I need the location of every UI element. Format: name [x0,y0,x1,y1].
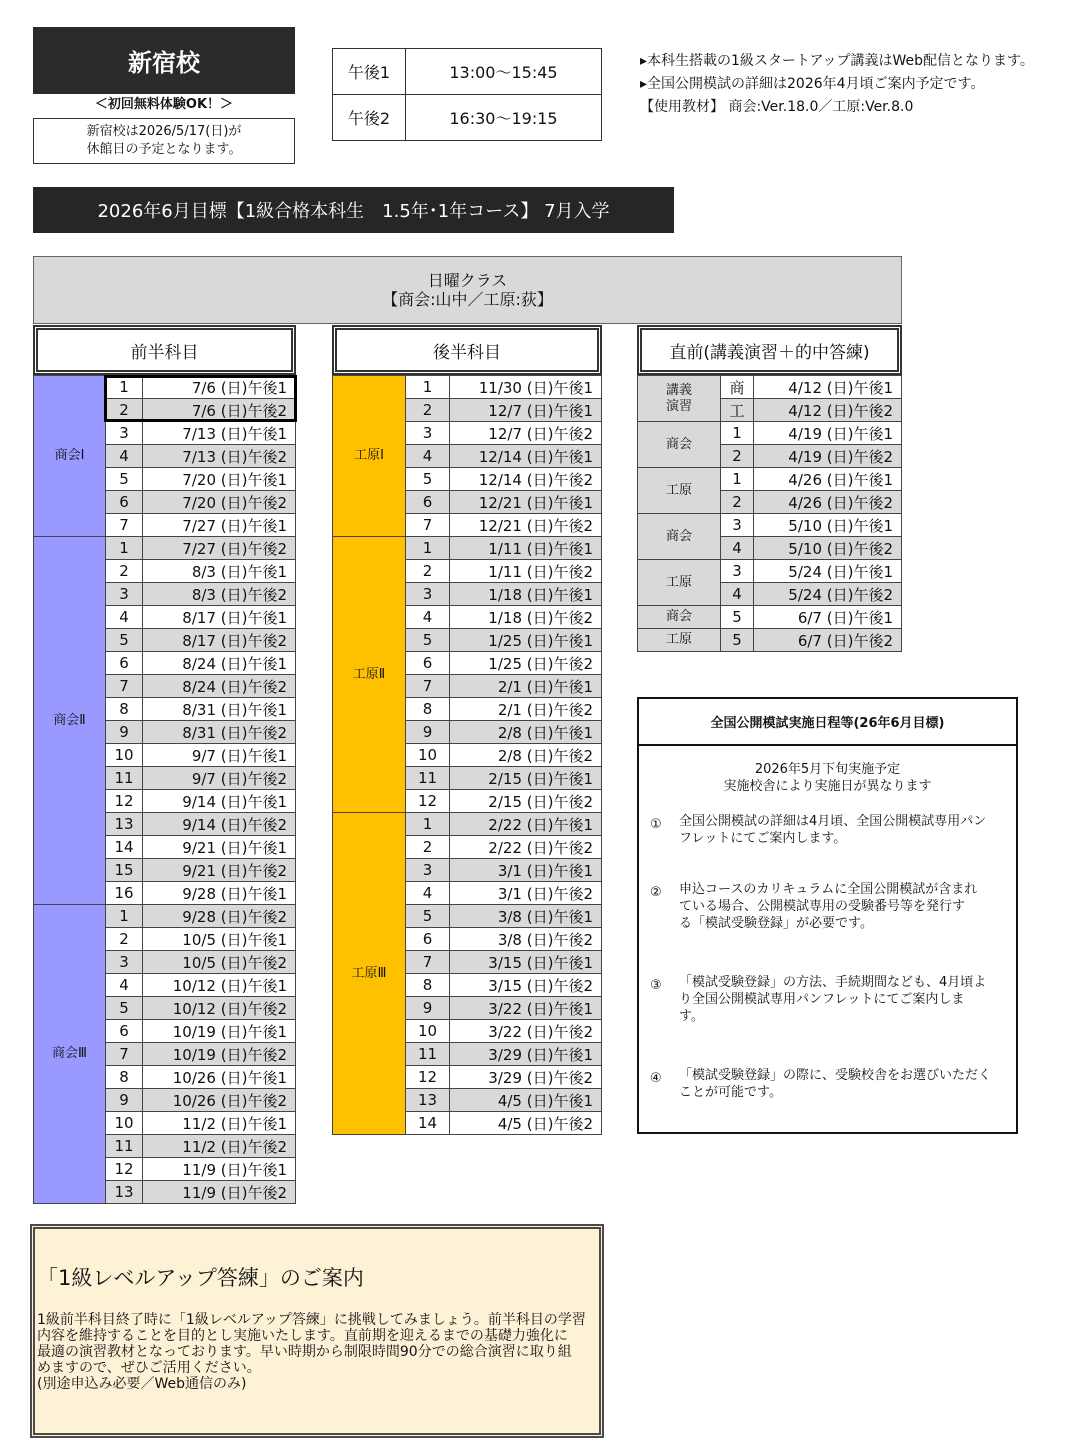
first-half-lesson-date: 7/27 (日)午後2 [143,537,296,560]
final-period-lesson-date: 6/7 (日)午後2 [754,629,902,652]
time-range: 16:30～19:15 [449,109,558,128]
first-half-lesson-number: 8 [106,1066,143,1089]
item-text-line: 全国公開模試の詳細は4月頃、全国公開模試専用パン [679,814,987,829]
first-half-group-label: 商会Ⅲ [34,905,106,1204]
first-half-lesson-number: 4 [106,974,143,997]
first-half-group-label: 商会Ⅱ [34,537,106,905]
first-half-lesson-date: 10/19 (日)午後2 [143,1043,296,1066]
final-period-lesson-date: 4/19 (日)午後1 [754,422,902,445]
first-half-lesson-number: 6 [106,1020,143,1043]
second-half-lesson-date: 1/11 (日)午後2 [450,560,602,583]
item-text-line: す。 [679,1009,704,1024]
final-period-lesson-date: 4/26 (日)午後2 [754,491,902,514]
second-half-lesson-number: 6 [406,928,450,951]
school-name: 新宿校 [128,49,200,77]
final-period-lesson-number: 1 [721,422,754,445]
first-half-lesson-date: 11/2 (日)午後2 [143,1135,296,1158]
level-up-body [37,1312,586,1392]
first-half-lesson-number: 14 [106,836,143,859]
mock-exam-item [650,813,1014,847]
first-half-lesson-number: 6 [106,652,143,675]
level-up-info-box [30,1224,604,1438]
second-half-lesson-number: 3 [406,422,450,445]
first-half-schedule-table [33,375,296,1204]
second-half-lesson-number: 2 [406,399,450,422]
course-banner: 2026年6月目標【1級合格本科生 1.5年･1年コース】 7月入学 [33,187,674,233]
first-half-lesson-date: 7/6 (日)午後1 [143,376,296,399]
final-period-group-label: 工原 [638,560,721,606]
final-period-lesson-number: 3 [721,560,754,583]
first-half-lesson-number: 4 [106,445,143,468]
second-half-lesson-date: 3/8 (日)午後1 [450,905,602,928]
level-up-title: 「1級レベルアップ答練」のご案内 [37,1266,364,1290]
second-half-lesson-date: 11/30 (日)午後1 [450,376,602,399]
item-text-line: 「模試受験登録」の方法、手続期間なども、4月頃よ [679,975,987,990]
final-period-lesson-date: 5/24 (日)午後1 [754,560,902,583]
first-half-lesson-number: 12 [106,1158,143,1181]
first-half-lesson-date: 7/20 (日)午後2 [143,491,296,514]
time-row [333,94,601,140]
note-line: ▸本科生搭載の1級スタートアップ講義はWeb配信となります。 [640,53,1034,69]
first-half-lesson-date: 11/9 (日)午後1 [143,1158,296,1181]
class-header [33,256,902,324]
final-period-lesson-number: 2 [721,445,754,468]
second-half-lesson-number: 1 [406,813,450,836]
first-half-lesson-date: 10/12 (日)午後2 [143,997,296,1020]
second-half-lesson-date: 12/14 (日)午後2 [450,468,602,491]
second-half-lesson-date: 3/15 (日)午後2 [450,974,602,997]
item-text-line: 申込コースのカリキュラムに全国公開模試が含まれ [679,882,978,897]
final-period-lesson-number: 5 [721,606,754,629]
mock-exam-item [650,881,1014,932]
first-half-lesson-number: 2 [106,399,143,422]
first-half-lesson-number: 2 [106,560,143,583]
first-half-lesson-date: 7/13 (日)午後2 [143,445,296,468]
first-half-lesson-date: 8/3 (日)午後1 [143,560,296,583]
first-half-lesson-number: 1 [106,905,143,928]
item-text [679,974,986,1025]
final-period-lesson-number: 3 [721,514,754,537]
level-up-body-line: めますので、ぜひご活用ください。 [37,1360,261,1376]
first-half-lesson-number: 12 [106,790,143,813]
first-half-lesson-number: 15 [106,859,143,882]
second-half-lesson-date: 1/25 (日)午後2 [450,652,602,675]
final-period-lesson-date: 5/10 (日)午後2 [754,537,902,560]
second-half-lesson-date: 3/29 (日)午後2 [450,1066,602,1089]
second-half-lesson-date: 2/1 (日)午後1 [450,675,602,698]
final-period-lesson-number: 工 [721,399,754,422]
second-half-lesson-number: 3 [406,859,450,882]
final-period-lesson-date: 6/7 (日)午後1 [754,606,902,629]
mock-exam-subtitle [639,761,1016,795]
school-name-box [33,27,295,94]
first-half-lesson-date: 9/28 (日)午後2 [143,905,296,928]
time-range: 13:00～15:45 [449,63,558,82]
final-period-lesson-number: 商 [721,376,754,399]
final-period-lesson-date: 5/10 (日)午後1 [754,514,902,537]
second-half-lesson-date: 2/1 (日)午後2 [450,698,602,721]
second-half-lesson-number: 7 [406,951,450,974]
second-half-lesson-number: 8 [406,974,450,997]
level-up-body-line: 内容を維持することを目的とし実施いたします。直前期を迎えるまでの基礎力強化に [37,1328,568,1344]
first-half-lesson-date: 9/14 (日)午後1 [143,790,296,813]
second-half-lesson-number: 12 [406,1066,450,1089]
second-half-lesson-number: 9 [406,721,450,744]
final-period-schedule-table [637,375,902,652]
final-period-lesson-date: 4/12 (日)午後1 [754,376,902,399]
level-up-body-line: 最適の演習教材となっております。早い時期から制限時間90分での総合演習に取り組 [37,1344,572,1360]
second-half-lesson-number: 4 [406,882,450,905]
item-text-line: り全国公開模試専用パンフレットにてご案内しま [679,992,965,1007]
notes-block [640,50,1034,119]
second-half-lesson-date: 2/15 (日)午後1 [450,767,602,790]
second-half-schedule-table [332,375,602,1135]
first-half-lesson-date: 8/31 (日)午後2 [143,721,296,744]
second-half-lesson-date: 3/1 (日)午後2 [450,882,602,905]
first-half-lesson-number: 5 [106,468,143,491]
second-half-lesson-number: 6 [406,652,450,675]
second-half-lesson-date: 4/5 (日)午後1 [450,1089,602,1112]
first-half-lesson-number: 11 [106,767,143,790]
first-half-lesson-date: 7/20 (日)午後1 [143,468,296,491]
first-half-lesson-date: 10/26 (日)午後2 [143,1089,296,1112]
time-period-table [332,48,602,141]
first-half-lesson-number: 3 [106,422,143,445]
closure-notice-line: 新宿校は2026/5/17(日)が [86,124,242,139]
first-half-lesson-number: 3 [106,583,143,606]
first-half-lesson-date: 9/7 (日)午後1 [143,744,296,767]
item-text [679,881,977,932]
first-half-lesson-number: 1 [106,537,143,560]
second-half-lesson-date: 12/21 (日)午後1 [450,491,602,514]
second-half-lesson-date: 2/8 (日)午後1 [450,721,602,744]
materials-note: 【使用教材】 商会:Ver.18.0／工原:Ver.8.0 [640,99,914,115]
level-up-body-line: 1級前半科目終了時に「1級レベルアップ答練」に挑戦してみましょう。前半科目の学習 [37,1312,586,1328]
second-half-lesson-date: 3/22 (日)午後2 [450,1020,602,1043]
first-half-lesson-number: 1 [106,376,143,399]
second-half-lesson-number: 12 [406,790,450,813]
second-half-lesson-number: 5 [406,468,450,491]
second-half-group-label: 工原Ⅰ [333,376,406,537]
second-half-lesson-date: 12/14 (日)午後1 [450,445,602,468]
first-half-lesson-number: 9 [106,721,143,744]
first-half-lesson-date: 8/17 (日)午後2 [143,629,296,652]
second-half-lesson-number: 10 [406,1020,450,1043]
item-text [679,1067,991,1101]
item-marker: ③ [650,978,662,993]
first-half-lesson-number: 11 [106,1135,143,1158]
second-half-lesson-number: 11 [406,1043,450,1066]
second-half-lesson-number: 14 [406,1112,450,1135]
second-half-lesson-number: 2 [406,836,450,859]
item-marker: ② [650,885,662,900]
first-half-lesson-date: 10/5 (日)午後1 [143,928,296,951]
first-half-lesson-date: 8/3 (日)午後2 [143,583,296,606]
second-half-lesson-date: 2/22 (日)午後1 [450,813,602,836]
second-half-lesson-date: 1/18 (日)午後1 [450,583,602,606]
final-period-lesson-date: 4/12 (日)午後2 [754,399,902,422]
first-half-lesson-number: 6 [106,491,143,514]
first-half-lesson-number: 5 [106,997,143,1020]
final-period-lesson-number: 4 [721,537,754,560]
item-text-line: る「模試受験登録」が必要です。 [679,916,873,931]
second-half-lesson-number: 5 [406,905,450,928]
first-half-lesson-number: 7 [106,514,143,537]
mock-exam-item [650,974,1014,1025]
second-half-lesson-number: 11 [406,767,450,790]
mock-exam-subtitle-line: 実施校舎により実施日が異なります [723,779,932,794]
first-half-lesson-date: 9/21 (日)午後1 [143,836,296,859]
first-half-lesson-date: 11/9 (日)午後2 [143,1181,296,1204]
second-half-lesson-number: 8 [406,698,450,721]
final-period-lesson-number: 5 [721,629,754,652]
final-period-lesson-date: 4/19 (日)午後2 [754,445,902,468]
final-period-group-label: 商会 [638,606,721,629]
first-half-lesson-date: 9/7 (日)午後2 [143,767,296,790]
free-trial-label: ＜初回無料体験OK！＞ [94,97,234,112]
second-half-lesson-number: 5 [406,629,450,652]
second-half-lesson-number: 1 [406,537,450,560]
second-half-lesson-date: 12/7 (日)午後1 [450,399,602,422]
final-period-group-label: 商会 [638,514,721,560]
first-half-lesson-number: 13 [106,1181,143,1204]
first-half-lesson-date: 7/13 (日)午後1 [143,422,296,445]
second-half-lesson-date: 3/8 (日)午後2 [450,928,602,951]
second-half-lesson-date: 4/5 (日)午後2 [450,1112,602,1135]
item-text-line: フレットにてご案内します。 [679,831,847,846]
first-half-lesson-date: 10/12 (日)午後1 [143,974,296,997]
first-half-lesson-number: 7 [106,1043,143,1066]
first-half-lesson-date: 9/21 (日)午後2 [143,859,296,882]
first-half-lesson-date: 7/6 (日)午後2 [143,399,296,422]
second-half-lesson-date: 3/22 (日)午後1 [450,997,602,1020]
second-half-lesson-date: 12/21 (日)午後2 [450,514,602,537]
item-text-line: ことが可能です。 [679,1085,782,1100]
first-half-lesson-number: 7 [106,675,143,698]
first-half-lesson-number: 8 [106,698,143,721]
second-half-lesson-number: 4 [406,445,450,468]
note-line: ▸全国公開模試の詳細は2026年4月頃ご案内予定です。 [640,76,985,92]
time-row [333,49,601,94]
second-half-lesson-date: 3/29 (日)午後1 [450,1043,602,1066]
final-period-group-label: 商会 [638,422,721,468]
item-text-line: 「模試受験登録」の際に、受験校舎をお選びいただく [679,1068,992,1083]
second-half-group-label: 工原Ⅱ [333,537,406,813]
first-half-group-label: 商会Ⅰ [34,376,106,537]
first-half-lesson-date: 8/24 (日)午後1 [143,652,296,675]
mock-exam-info-box [637,697,1018,1134]
closure-notice-line: 休館日の予定となります。 [86,142,242,157]
mock-exam-subtitle-line: 2026年5月下旬実施予定 [754,762,901,777]
first-half-lesson-number: 2 [106,928,143,951]
second-half-lesson-number: 6 [406,491,450,514]
item-text-line: ている場合、公開模試専用の受験番号等を発行す [679,899,966,914]
first-half-lesson-date: 10/26 (日)午後1 [143,1066,296,1089]
first-half-lesson-number: 4 [106,606,143,629]
first-half-lesson-number: 9 [106,1089,143,1112]
closure-notice-box [33,118,295,164]
first-half-lesson-date: 9/14 (日)午後2 [143,813,296,836]
second-half-lesson-date: 3/15 (日)午後1 [450,951,602,974]
second-half-lesson-date: 12/7 (日)午後2 [450,422,602,445]
final-period-lesson-number: 2 [721,491,754,514]
second-half-group-label: 工原Ⅲ [333,813,406,1135]
second-half-lesson-date: 1/25 (日)午後1 [450,629,602,652]
item-marker: ① [650,817,662,832]
final-period-group-label: 工原 [638,468,721,514]
class-teachers: 【商会:山中／工原:荻】 [382,290,553,309]
final-period-lesson-number: 1 [721,468,754,491]
final-period-header: 直前(講義演習＋的中答練) [637,325,902,375]
first-half-lesson-date: 11/2 (日)午後1 [143,1112,296,1135]
first-half-lesson-number: 13 [106,813,143,836]
first-half-lesson-number: 3 [106,951,143,974]
first-half-lesson-date: 8/24 (日)午後2 [143,675,296,698]
second-half-lesson-number: 13 [406,1089,450,1112]
time-period-label: 午後2 [333,95,406,140]
first-half-lesson-date: 8/17 (日)午後1 [143,606,296,629]
second-half-lesson-number: 4 [406,606,450,629]
class-title: 日曜クラス [427,271,508,290]
second-half-lesson-date: 1/11 (日)午後1 [450,537,602,560]
time-period-label: 午後1 [333,49,406,94]
second-half-header: 後半科目 [332,325,602,375]
first-half-lesson-date: 10/5 (日)午後2 [143,951,296,974]
second-half-lesson-number: 7 [406,514,450,537]
level-up-body-line: (別途申込み必要／Web通信のみ) [37,1376,247,1392]
final-period-lesson-number: 4 [721,583,754,606]
second-half-lesson-number: 9 [406,997,450,1020]
second-half-lesson-number: 10 [406,744,450,767]
final-period-lesson-date: 4/26 (日)午後1 [754,468,902,491]
first-half-lesson-date: 7/27 (日)午後1 [143,514,296,537]
second-half-lesson-date: 2/15 (日)午後2 [450,790,602,813]
first-half-lesson-date: 8/31 (日)午後1 [143,698,296,721]
first-half-lesson-date: 10/19 (日)午後1 [143,1020,296,1043]
mock-exam-title: 全国公開模試実施日程等(26年6月目標) [639,699,1016,746]
first-half-header: 前半科目 [33,325,296,375]
second-half-lesson-date: 1/18 (日)午後2 [450,606,602,629]
second-half-lesson-number: 2 [406,560,450,583]
item-marker: ④ [650,1071,662,1086]
second-half-lesson-number: 3 [406,583,450,606]
final-period-group-label: 工原 [638,629,721,652]
second-half-lesson-date: 2/22 (日)午後2 [450,836,602,859]
second-half-lesson-number: 1 [406,376,450,399]
item-text [679,813,986,847]
final-period-lesson-date: 5/24 (日)午後2 [754,583,902,606]
second-half-lesson-date: 3/1 (日)午後1 [450,859,602,882]
first-half-lesson-number: 5 [106,629,143,652]
second-half-lesson-number: 7 [406,675,450,698]
first-half-lesson-number: 16 [106,882,143,905]
first-half-lesson-number: 10 [106,744,143,767]
first-half-lesson-number: 10 [106,1112,143,1135]
mock-exam-item [650,1067,1014,1101]
second-half-lesson-date: 2/8 (日)午後2 [450,744,602,767]
final-period-group-label: 講義 演習 [638,376,721,422]
first-half-lesson-date: 9/28 (日)午後1 [143,882,296,905]
